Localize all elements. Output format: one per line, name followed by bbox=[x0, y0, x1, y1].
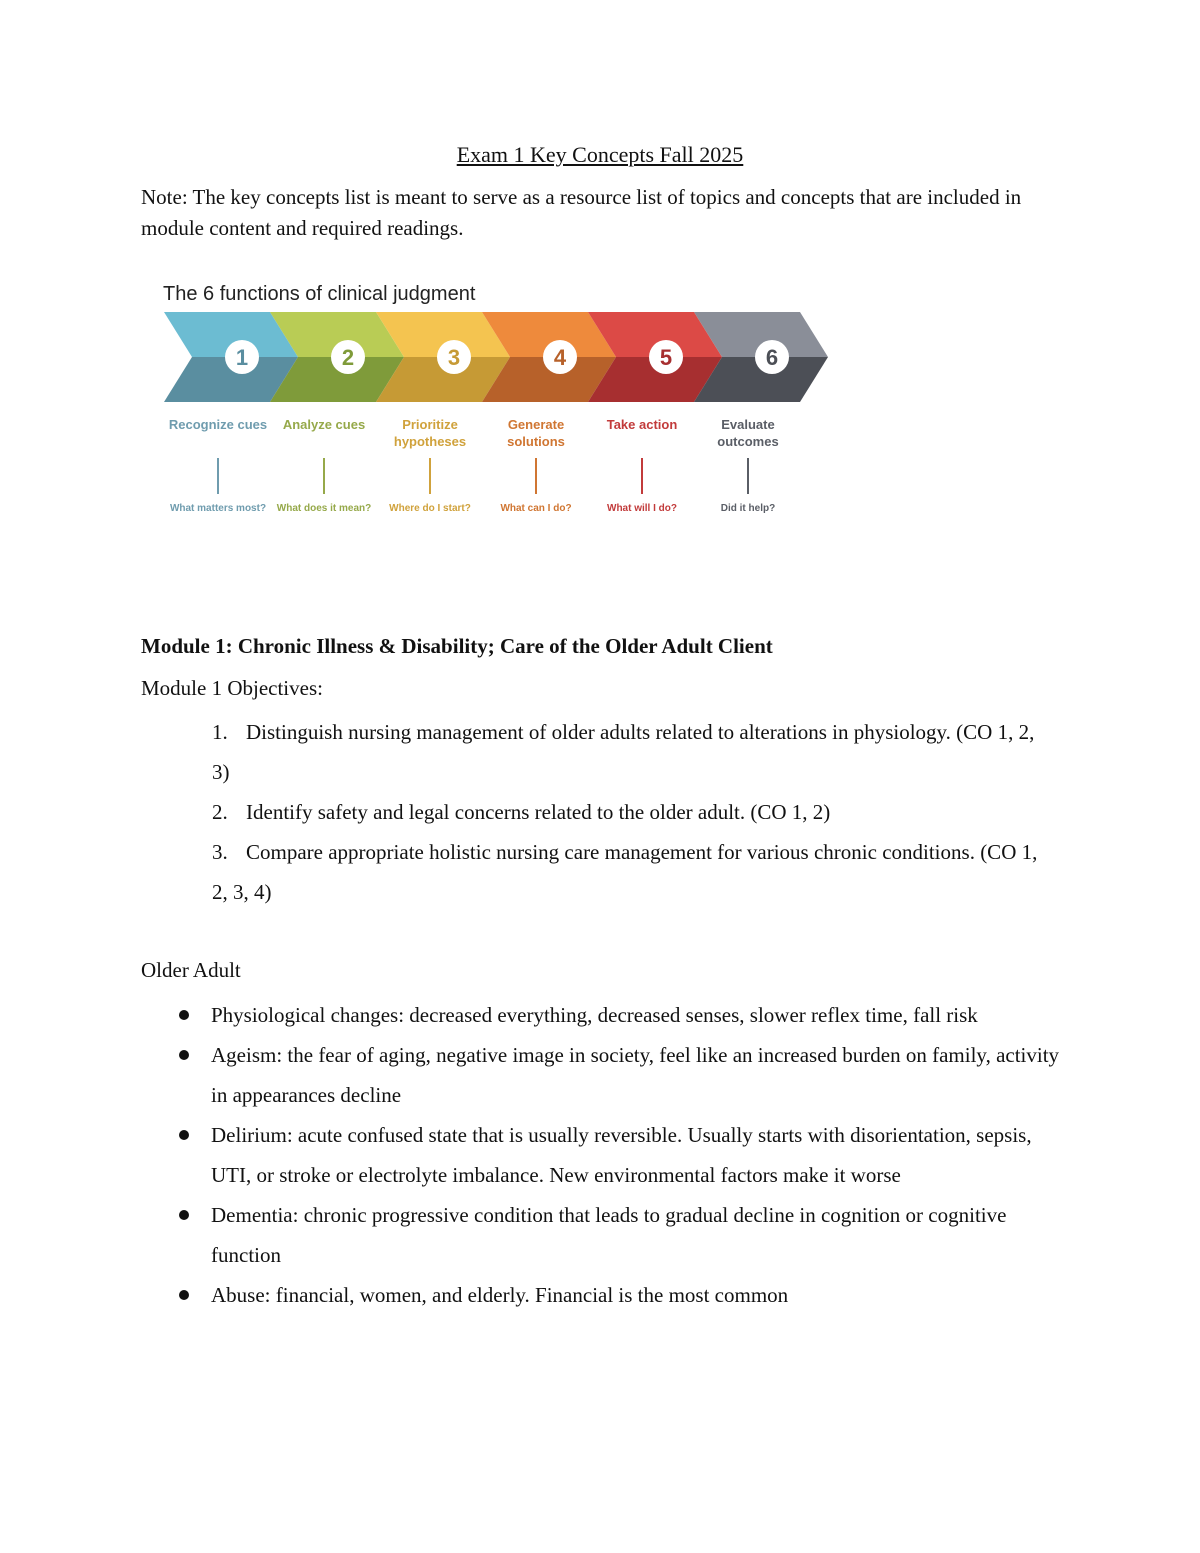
step-connector-3 bbox=[429, 458, 431, 494]
older-adult-label: Older Adult bbox=[141, 958, 241, 982]
step-label-2: Analyze cues bbox=[282, 417, 366, 432]
step-question-1: What matters most? bbox=[169, 503, 267, 514]
objectives-list bbox=[212, 712, 1052, 912]
bullet-dot-icon bbox=[179, 1130, 189, 1140]
step-number-2: 2 bbox=[341, 345, 355, 370]
step-label-3: Prioritize hypotheses bbox=[393, 417, 467, 449]
objective-item: 1. Distinguish nursing management of older adults related to alterations in physiology. (CO 1, 2, 3) bbox=[212, 720, 1035, 784]
bullet-item: Dementia: chronic progressive condition that leads to gradual decline in cognition or cognitive function bbox=[141, 1195, 1061, 1275]
step-connector-5 bbox=[641, 458, 643, 494]
step-number-6: 6 bbox=[765, 345, 779, 370]
module-heading: Module 1: Chronic Illness & Disability; Care of the Older Adult Client bbox=[141, 634, 773, 658]
step-label-6: Evaluate outcomes bbox=[717, 417, 779, 449]
page-title: Exam 1 Key Concepts Fall 2025 bbox=[456, 142, 744, 167]
step-number-4: 4 bbox=[553, 345, 567, 370]
objective-item: 2. Identify safety and legal concerns related to the older adult. (CO 1, 2) bbox=[212, 800, 831, 824]
note-paragraph: Note: The key concepts list is meant to serve as a resource list of topics and concepts that are included in module content and required readings. bbox=[141, 185, 1022, 240]
step-connector-2 bbox=[323, 458, 325, 494]
clinical-judgment-figure bbox=[160, 280, 840, 540]
bullet-dot-icon bbox=[179, 1010, 189, 1020]
step-label-4: Generate solutions bbox=[507, 417, 565, 449]
bullet-dot-icon bbox=[179, 1290, 189, 1300]
step-number-3: 3 bbox=[447, 345, 461, 370]
step-question-6: Did it help? bbox=[720, 503, 776, 514]
step-label-1: Recognize cues bbox=[168, 417, 268, 432]
bullet-item: Physiological changes: decreased everything, decreased senses, slower reflex time, fall risk bbox=[141, 995, 1061, 1035]
step-question-3: Where do I start? bbox=[389, 503, 471, 514]
figure-title: The 6 functions of clinical judgment bbox=[163, 283, 476, 305]
step-question-4: What can I do? bbox=[500, 503, 572, 514]
chevron-diagram bbox=[160, 312, 840, 412]
step-question-5: What will I do? bbox=[607, 503, 677, 514]
bullet-item: Delirium: acute confused state that is usually reversible. Usually starts with disorientation, sepsis, UTI, or stroke or electrolyte imbalance. New environmental factors make it worse bbox=[141, 1115, 1061, 1195]
step-connector-4 bbox=[535, 458, 537, 494]
step-number-1: 1 bbox=[235, 345, 249, 370]
objectives-label: Module 1 Objectives: bbox=[141, 676, 323, 700]
bullet-dot-icon bbox=[179, 1050, 189, 1060]
step-number-5: 5 bbox=[659, 345, 673, 370]
step-connector-1 bbox=[217, 458, 219, 494]
step-connector-6 bbox=[747, 458, 749, 494]
step-label-5: Take action bbox=[606, 417, 678, 432]
bullet-item: Abuse: financial, women, and elderly. Financial is the most common bbox=[141, 1275, 1061, 1315]
step-question-2: What does it mean? bbox=[276, 503, 372, 514]
bullet-dot-icon bbox=[179, 1210, 189, 1220]
objective-item: 3. Compare appropriate holistic nursing care management for various chronic conditions. (CO 1, 2, 3, 4) bbox=[212, 840, 1038, 904]
bullet-item: Ageism: the fear of aging, negative image in society, feel like an increased burden on family, activity in appearances decline bbox=[141, 1035, 1061, 1115]
older-adult-bullets bbox=[141, 995, 1061, 1315]
